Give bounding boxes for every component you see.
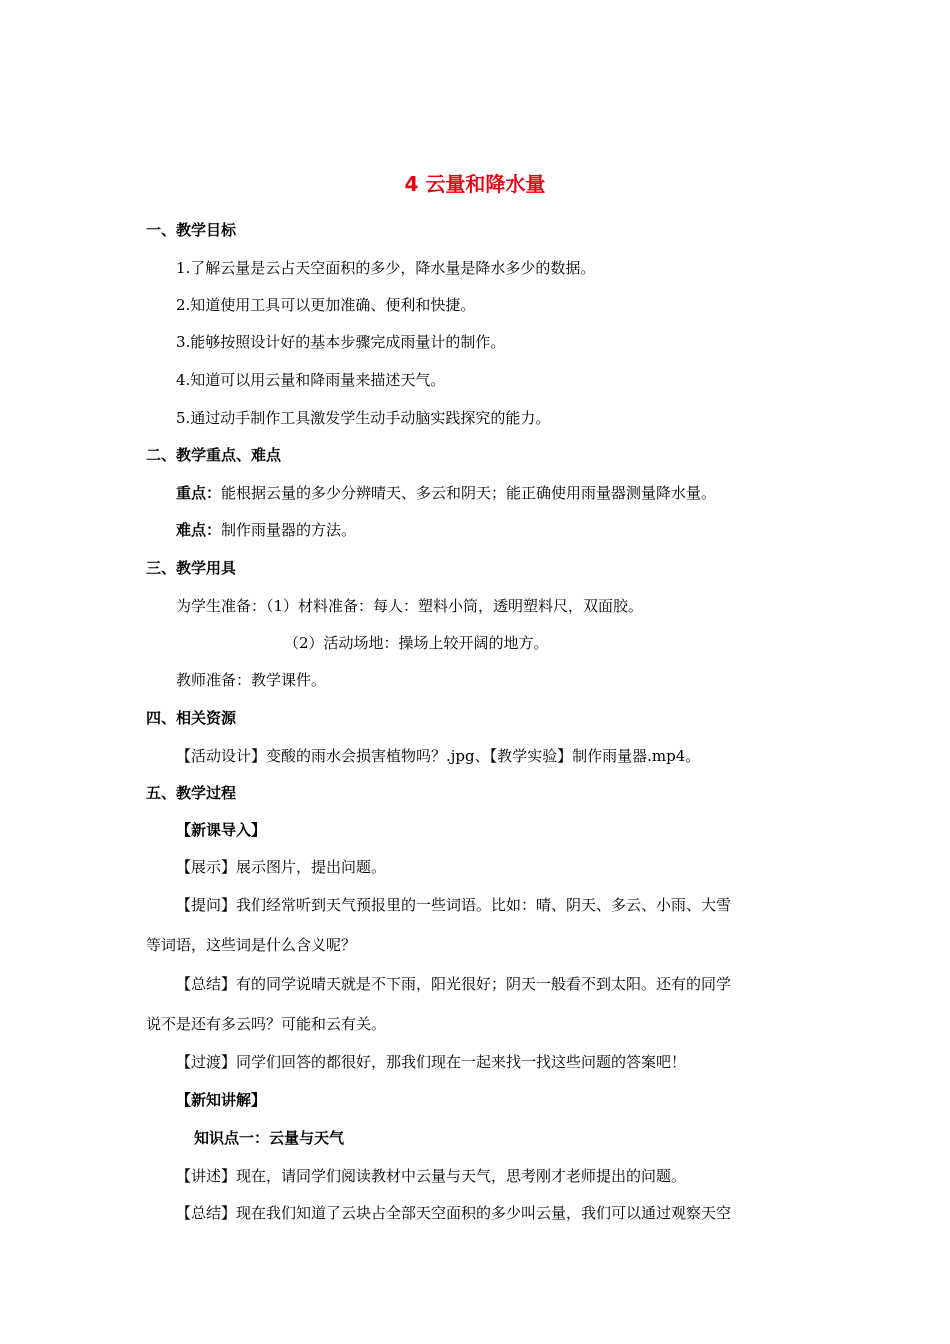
difficulty-label: 难点： [176,521,222,539]
knowledge-point-heading: 知识点一：云量与天气 [194,1129,345,1147]
section-heading-resources: 四、相关资源 [146,709,237,727]
goal-item: 3.能够按照设计好的基本步骤完成雨量计的制作。 [176,333,506,351]
section-heading-process: 五、教学过程 [146,784,237,802]
student-prep-line-2: （2）活动场地：操场上较开阔的地方。 [284,634,549,652]
student-prep-line: 为学生准备：（1）材料准备：每人：塑料小筒，透明塑料尺，双面胶。 [176,597,644,615]
process-paragraph: 【过渡】同学们回答的都很好，那我们现在一起来找一找这些问题的答案吧！ [176,1053,687,1071]
key-point-line [176,483,716,503]
section-heading-goals: 一、教学目标 [146,221,237,239]
section-heading-key-points: 二、教学重点、难点 [146,446,282,464]
teacher-prep-line: 教师准备：教学课件。 [176,671,327,689]
new-knowledge-heading: 【新知讲解】 [176,1091,267,1109]
key-point-label: 重点： [176,484,222,502]
process-paragraph: 【提问】我们经常听到天气预报里的一些词语。比如：晴、阴天、多云、小雨、大雪 [176,896,732,914]
process-paragraph: 【展示】展示图片，提出问题。 [176,858,387,876]
section-heading-tools: 三、教学用具 [146,559,237,577]
difficulty-text: 制作雨量器的方法。 [221,521,357,539]
goal-item: 4.知道可以用云量和降雨量来描述天气。 [176,371,446,389]
document-title: 4 云量和降水量 [404,172,546,196]
process-paragraph: 【总结】现在我们知道了云块占全部天空面积的多少叫云量，我们可以通过观察天空 [176,1204,732,1222]
goal-item: 1.了解云量是云占天空面积的多少，降水量是降水多少的数据。 [176,259,596,277]
goal-item: 5.通过动手制作工具激发学生动手动脑实践探究的能力。 [176,409,551,427]
process-paragraph: 【总结】有的同学说晴天就是不下雨，阳光很好；阴天一般看不到太阳。还有的同学 [176,975,732,993]
goal-item: 2.知道使用工具可以更加准确、便利和快捷。 [176,296,476,314]
process-paragraph-cont: 等词语，这些词是什么含义呢？ [146,936,357,954]
key-point-text: 能根据云量的多少分辨晴天、多云和阴天；能正确使用雨量器测量降水量。 [221,484,717,502]
process-paragraph: 【讲述】现在，请同学们阅读教材中云量与天气，思考刚才老师提出的问题。 [176,1167,687,1185]
difficulty-line [176,520,356,540]
process-paragraph-cont: 说不是还有多云吗？可能和云有关。 [146,1015,387,1033]
intro-heading: 【新课导入】 [176,821,267,839]
resources-text: 【活动设计】变酸的雨水会损害植物吗？.jpg、【教学实验】制作雨量器.mp4。 [176,747,701,765]
